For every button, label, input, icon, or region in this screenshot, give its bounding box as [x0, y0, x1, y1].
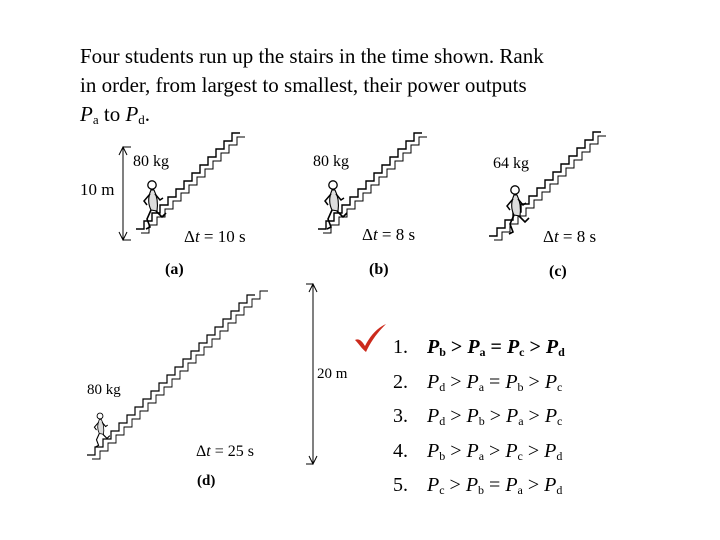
answer-option-1[interactable] [393, 330, 565, 365]
subscript-d: d [138, 112, 145, 127]
mass-label-a: 80 kg [133, 153, 169, 170]
height-label-a: 10 m [80, 180, 115, 199]
panel-c [489, 132, 606, 280]
panel-label-b: (b) [369, 261, 389, 278]
option-expression: $P_d > P_a = P_b > P_c$ [427, 370, 563, 394]
option-expression: $P_c > P_b = P_a > P_d$ [427, 474, 563, 497]
period: . [144, 102, 151, 126]
panel-label-c: (c) [549, 263, 567, 280]
mass-label-c: 64 kg [493, 155, 529, 172]
panel-b [313, 133, 427, 278]
mass-label-b: 80 kg [313, 153, 349, 170]
option-number: 3. [393, 405, 408, 427]
p-symbol-d: P [125, 102, 139, 126]
panel-label-a: (a) [165, 261, 184, 278]
student-d-figure [94, 413, 109, 447]
dt-label-c: Δt = 8 s [543, 227, 597, 246]
answer-option-3[interactable] [393, 399, 565, 434]
option-expression: $P_b > P_a = P_c > P_d$ [427, 336, 565, 359]
height-label-d: 20 m [317, 366, 348, 382]
to-word: to [103, 102, 121, 126]
staircase-c [489, 132, 601, 236]
mass-label-d: 80 kg [87, 382, 121, 398]
checkmark-icon [352, 322, 388, 354]
answer-option-2[interactable] [393, 365, 565, 400]
question-line-1: Four students run up the stairs in the time shown. Rank [80, 44, 544, 68]
option-expression: $P_b > P_a > P_c > P_d$ [427, 439, 563, 463]
staircase-d [87, 295, 255, 455]
option-number: 5. [393, 474, 408, 496]
panel-d [87, 284, 348, 489]
dt-label-b: Δt = 8 s [362, 225, 416, 244]
panel-label-d: (d) [197, 473, 216, 489]
panel-a [80, 133, 246, 278]
option-number: 2. [393, 370, 408, 393]
option-number: 1. [393, 336, 408, 358]
answer-options [393, 330, 565, 503]
answer-option-5[interactable] [393, 468, 565, 503]
question-line-2: in order, from largest to smallest, their power outputs [80, 73, 527, 97]
dt-label-a: Δt = 10 s [184, 227, 246, 246]
option-expression: $P_d > P_b > P_a > P_c$ [427, 405, 563, 428]
subscript-a: a [92, 112, 99, 127]
answer-option-4[interactable] [393, 434, 565, 469]
dt-label-d: Δt = 25 s [196, 443, 254, 460]
option-number: 4. [393, 439, 408, 462]
p-symbol-a: P [80, 102, 93, 126]
